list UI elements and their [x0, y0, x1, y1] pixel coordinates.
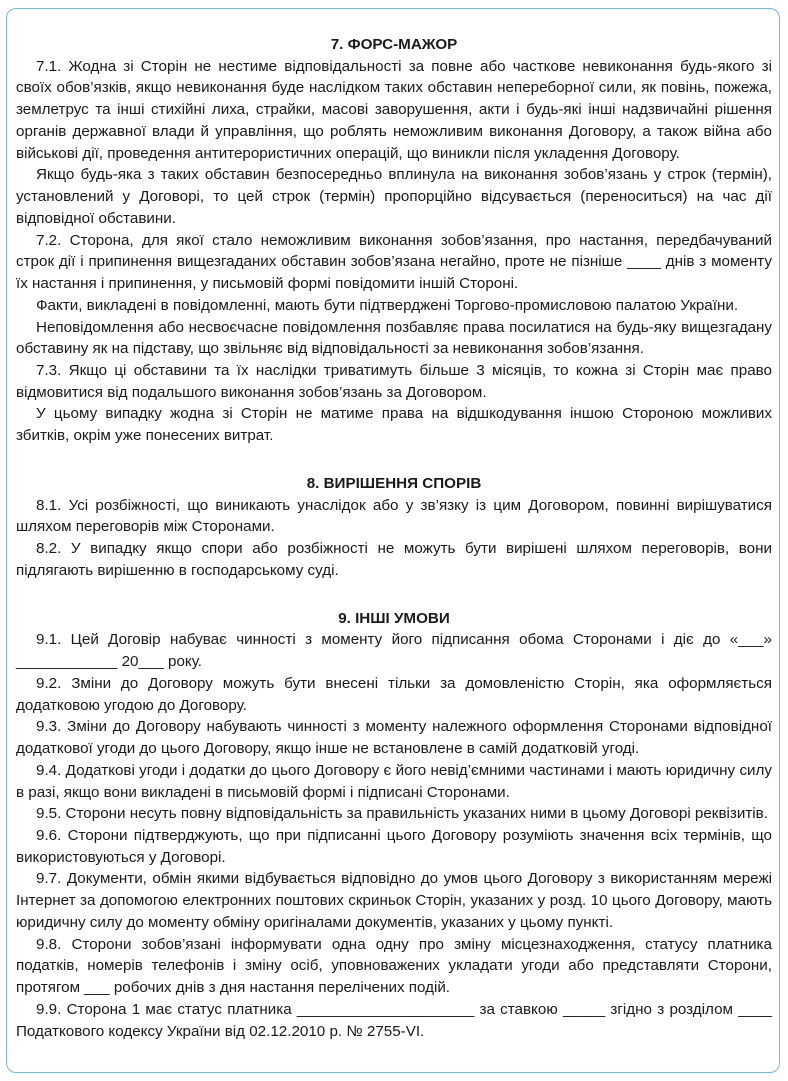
clause-8-1: 8.1. Усі розбіжності, що виникають унаслідок або у зв’язку із цим Договором, повинні вирішуватися шляхом переговорів між Сторонами.: [16, 496, 772, 536]
clause-7-2-notice: Неповідомлення або несвоєчасне повідомлення позбавляє права посилатися на будь-яку вищезгадану обставину як на підставу, що звільняє від відповідальності за невиконання зобов’язання.: [16, 318, 772, 358]
clause-9-8: 9.8. Сторони зобов’язані інформувати одна одну про зміну місцезнаходження, статусу платника податків, номерів телефонів і зміну осіб, уповноважених укладати угоди або представляти Сторони, протягом ___ робочих днів з дня настання перелічених подій.: [16, 935, 772, 997]
section-disputes: [16, 473, 772, 582]
section-title: 9. ІНШІ УМОВИ: [338, 609, 450, 627]
clause-7-1: 7.1. Жодна зі Сторін не нестиме відповідальності за повне або часткове невиконання будь-якого зі своїх обов’язків, якщо невиконання буде наслідком таких обставин непереборної сили, як повінь, пожежа, землетрус та інші стихійні лиха, страйки, масові заворушення, акти і будь-які інші надзвичайні рішення органів державної влади й управління, що роблять неможливим виконання Договору, а також війна або військові дії, проведення антитерористичних операцій, що виникли після укладення Договору.: [16, 57, 772, 162]
clause-9-1: 9.1. Цей Договір набуває чинності з моменту його підписання обома Сторонами і діє до «___» ____________ 20___ року.: [16, 631, 772, 671]
section-force-majeure: [16, 34, 772, 447]
section-other-terms: [16, 608, 772, 1043]
section-gap: [16, 447, 772, 473]
clause-9-5: 9.5. Сторони несуть повну відповідальність за правильність указаних ними в цьому Договорі реквізитів.: [36, 805, 768, 823]
clause-9-6: 9.6. Сторони підтверджують, що при підписанні цього Договору розуміють значення всіх термінів, що використовуються у Договорі.: [16, 826, 772, 866]
clause-7-2: 7.2. Сторона, для якої стало неможливим виконання зобов’язання, про настання, передбачуваний строк дії і припинення вищезгаданих обставин зобов’язана негайно, проте не пізніше ____ днів з моменту їх настання і припинення, у письмовій формі повідомити іншій Стороні.: [16, 231, 772, 293]
clause-9-7: 9.7. Документи, обмін якими відбувається відповідно до умов цього Договору з використанням мережі Інтернет за допомогою електронних поштових скриньок Сторін, указаних у розд. 10 цього Договору, мають юридичну силу до моменту обміну оригіналами документів, указаних у цьому пункті.: [16, 870, 772, 931]
clause-9-4: 9.4. Додаткові угоди і додатки до цього Договору є його невід’ємними частинами і мають юридичну силу в разі, якщо вони викладені в письмовій формі і підписані Сторонами.: [16, 761, 772, 801]
clause-7-3: 7.3. Якщо ці обставини та їх наслідки триватимуть більше 3 місяців, то кожна зі Сторін має право відмовитися від подальшого виконання зобов’язань за Договором.: [16, 362, 772, 401]
document-body: [16, 34, 772, 1042]
clause-9-2: 9.2. Зміни до Договору можуть бути внесені тільки за домовленістю Сторін, яка оформляється додатковою угодою до Договору.: [16, 674, 772, 714]
clause-7-1-note: Якщо будь-яка з таких обставин безпосередньо вплинула на виконання зобов’язань у строк (термін), установлений у Договорі, то цей строк (термін) пропорційно відсувається (переноситься) на час дії відповідної обставини.: [16, 166, 772, 227]
section-gap: [16, 582, 772, 608]
clause-9-3: 9.3. Зміни до Договору набувають чинності з моменту належного оформлення Сторонами відповідної додаткової угоди до цього Договору, якщо інше не встановлене в самій додатковій угоді.: [16, 718, 772, 758]
section-title: 8. ВИРІШЕННЯ СПОРІВ: [306, 474, 482, 492]
section-title: 7. ФОРС-МАЖОР: [330, 36, 458, 53]
clause-7-3-note: У цьому випадку жодна зі Сторін не матиме права на відшкодування іншою Стороною можливих збитків, окрім уже понесених витрат.: [16, 405, 772, 445]
clause-7-2-facts: Факти, викладені в повідомленні, мають бути підтверджені Торгово-промисловою палатою України.: [36, 296, 739, 314]
clause-8-2: 8.2. У випадку якщо спори або розбіжності не можуть бути вирішені шляхом переговорів, вони підлягають вирішенню в господарському суді.: [16, 540, 772, 579]
clause-9-9: 9.9. Сторона 1 має статус платника _____________________ за ставкою _____ згідно з розділом ____ Податкового кодексу України від 02.12.2010 р. № 2755-VI.: [16, 1000, 772, 1040]
